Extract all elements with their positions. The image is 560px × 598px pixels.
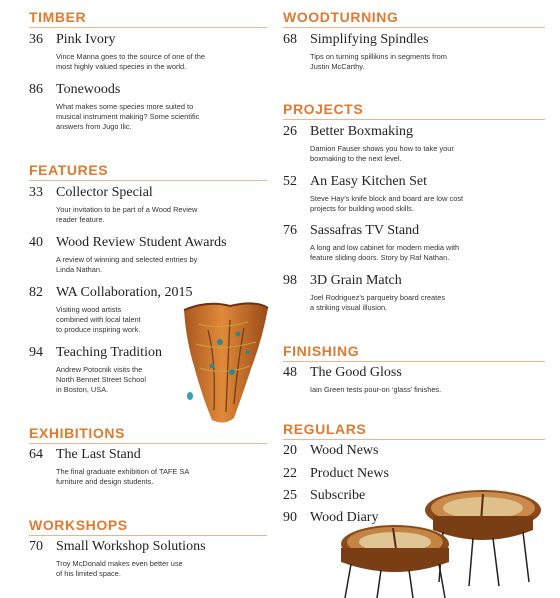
page-number: 25: [283, 488, 297, 503]
article-title: WA Collaboration, 2015: [56, 285, 193, 300]
page-number: 26: [283, 124, 297, 139]
article-title: Small Workshop Solutions: [56, 539, 206, 554]
article-description: Iain Green tests pour-on ‘glass’ finishes.: [310, 385, 442, 394]
page-number: 48: [283, 365, 297, 380]
article-title: Teaching Tradition: [56, 345, 162, 360]
page-number: 20: [283, 443, 297, 458]
toc-entry-collector-special[interactable]: [29, 185, 267, 225]
article-description: Andrew Potocnik visits the North Bennet Street School in Boston, USA.: [56, 365, 146, 394]
section-heading-features: FEATURES: [29, 162, 267, 181]
article-title: Tonewoods: [56, 82, 121, 97]
article-title: 3D Grain Match: [310, 273, 402, 288]
article-title: An Easy Kitchen Set: [310, 174, 428, 189]
toc-entry-good-gloss[interactable]: [283, 365, 545, 395]
toc-entry-small-workshop[interactable]: [29, 539, 267, 579]
page-number: 40: [29, 235, 43, 250]
article-description: What makes some species more suited to musical instrument making? Some scientific answers from Jugo Ilic.: [56, 102, 200, 131]
toc-entry-student-awards[interactable]: [29, 235, 267, 275]
page-number: 36: [29, 32, 43, 47]
article-title: Sassafras TV Stand: [310, 223, 420, 238]
toc-entry-pink-ivory[interactable]: [29, 32, 267, 72]
page-number: 98: [283, 273, 297, 288]
article-description: A review of winning and selected entries by Linda Nathan.: [56, 255, 198, 274]
page-number: 64: [29, 447, 43, 462]
page-number: 86: [29, 82, 43, 97]
section-heading-woodturning: WOODTURNING: [283, 9, 545, 28]
log-tables-image: [333, 486, 555, 598]
article-description: Steve Hay’s knife block and board are low cost projects for building wood skills.: [310, 194, 464, 213]
article-description: Damion Fauser shows you how to take your boxmaking to the next level.: [310, 144, 454, 163]
toc-entry-sassafras-tv-stand[interactable]: [283, 223, 545, 263]
article-title: Pink Ivory: [56, 32, 116, 47]
toc-entry-better-boxmaking[interactable]: [283, 124, 545, 164]
page-number: 33: [29, 185, 43, 200]
article-title: Wood News: [310, 443, 379, 458]
page-number: 94: [29, 345, 43, 360]
article-title: Wood Diary: [310, 510, 379, 525]
article-description: Visiting wood artists combined with local talent to produce inspiring work.: [56, 305, 141, 334]
page-number: 70: [29, 539, 43, 554]
article-title: The Good Gloss: [310, 365, 402, 380]
article-title: Better Boxmaking: [310, 124, 414, 139]
article-title: Product News: [310, 466, 389, 481]
article-title: Simplifying Spindles: [310, 32, 429, 47]
article-description: Tips on turning spillikins in segments from Justin McCarthy.: [310, 52, 447, 71]
page-number: 90: [283, 510, 297, 525]
article-description: Your invitation to be part of a Wood Review reader feature.: [56, 205, 198, 224]
page-number: 68: [283, 32, 297, 47]
toc-entry-wood-news[interactable]: [283, 443, 545, 459]
toc-entry-simplifying-spindles[interactable]: [283, 32, 545, 72]
article-title: Subscribe: [310, 488, 366, 503]
toc-entry-3d-grain-match[interactable]: [283, 273, 545, 313]
page-number: 22: [283, 466, 297, 481]
section-heading-timber: TIMBER: [29, 9, 267, 28]
toc-entry-tonewoods[interactable]: [29, 82, 267, 132]
section-heading-projects: PROJECTS: [283, 101, 545, 120]
toc-entry-product-news[interactable]: [283, 466, 545, 482]
toc-entry-last-stand[interactable]: [29, 447, 267, 487]
section-heading-workshops: WORKSHOPS: [29, 517, 267, 536]
article-description: A long and low cabinet for modern media with feature sliding doors. Story by Raf Nathan.: [310, 243, 460, 262]
page-number: 76: [283, 223, 297, 238]
carved-vase-image: [178, 300, 272, 426]
toc-entry-easy-kitchen-set[interactable]: [283, 174, 545, 214]
page-number: 82: [29, 285, 43, 300]
article-description: Joel Rodriguez’s parquetry board creates a striking visual illusion.: [310, 293, 446, 312]
article-description: Troy McDonald makes even better use of his limited space.: [56, 559, 183, 578]
section-heading-regulars: REGULARS: [283, 421, 545, 440]
article-title: Collector Special: [56, 185, 153, 200]
article-title: Wood Review Student Awards: [56, 235, 227, 250]
article-title: The Last Stand: [56, 447, 141, 462]
article-description: Vince Manna goes to the source of one of the most highly valued species in the world.: [56, 52, 206, 71]
section-heading-finishing: FINISHING: [283, 343, 545, 362]
page-number: 52: [283, 174, 297, 189]
section-heading-exhibitions: EXHIBITIONS: [29, 425, 267, 444]
article-description: The final graduate exhibition of TAFE SA furniture and design students.: [56, 467, 190, 486]
